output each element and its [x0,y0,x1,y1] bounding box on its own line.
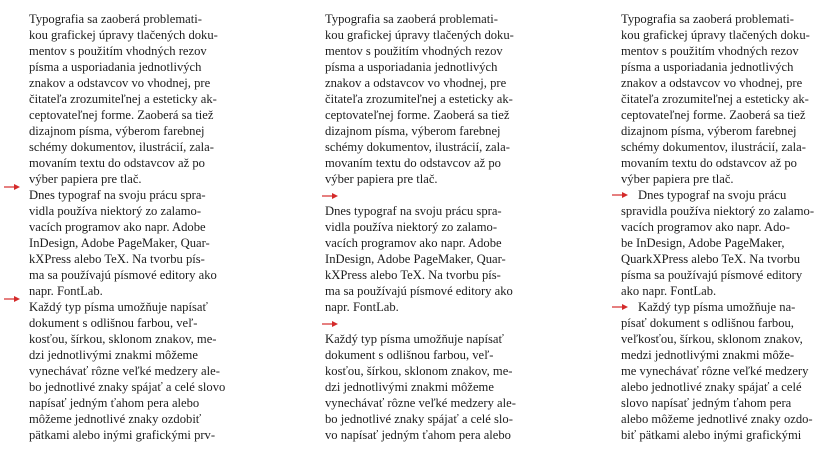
text-line: ako napr. FontLab. [621,284,717,298]
text-line: movaním textu do odstavcov až po [29,156,205,170]
paragraph-arrow-icon [4,183,22,191]
text-line: me vynechávať rôzne veľké medzery [621,364,809,378]
paragraph-gap [325,315,520,331]
text-line: vacích programov ako napr. Adobe [29,220,206,234]
text-line: znakov a odstavcov vo vhodnej, pre [325,76,507,90]
text-column-1 [29,11,224,443]
text-line: biť pätkami alebo inými grafickými [621,428,802,442]
text-line: napr. FontLab. [325,300,399,314]
text-line: veľkosťou, šírkou, sklonom znakov, [621,332,803,346]
text-line: be InDesign, Adobe PageMaker, [621,236,785,250]
text-line: kou grafickej úpravy tlačených doku- [29,28,218,42]
text-line: vacích programov ako napr. Adobe [325,236,502,250]
text-line: Dnes typograf na svoju prácu spra- [325,204,502,218]
text-line: vidla používa niektorý zo zalamo- [325,220,498,234]
text-line: písma a usporiadania jednotlivých [621,60,794,74]
text-line: alebo môžeme jednotlivé znaky ozdo- [621,412,813,426]
text-line: kou grafickej úpravy tlačených doku- [325,28,514,42]
text-line: výber papiera pre tlač. [325,172,438,186]
text-line: čitateľa zrozumiteľnej a esteticky ak- [325,92,513,106]
text-line: výber papiera pre tlač. [29,172,142,186]
text-line: môžeme jednotlivé znaky ozdobiť [29,412,202,426]
text-line: InDesign, Adobe PageMaker, Quar- [325,252,506,266]
paragraph-arrow-icon [4,295,22,303]
text-line: dokument s odlišnou farbou, veľ- [325,348,494,362]
text-line: dzi jednotlivými znakmi môžeme [325,380,494,394]
text-line: schémy dokumentov, ilustrácií, zala- [621,140,806,154]
paragraph-arrow-icon [322,320,340,328]
text-line: čitateľa zrozumiteľnej a esteticky ak- [621,92,809,106]
text-line: spravidla používa niektorý zo zalamo- [621,204,815,218]
text-line: ma sa používajú písmové editory ako [325,284,513,298]
paragraph-gap [325,187,520,203]
text-line: medzi jednotlivými znakmi môže- [621,348,795,362]
text-line: výber papiera pre tlač. [621,172,734,186]
text-line: vacích programov ako napr. Ado- [621,220,790,234]
text-line: kXPress alebo TeX. Na tvorbu pís- [325,268,501,282]
text-line: dizajnom písma, výberom farebnej [621,124,797,138]
text-line: ceptovateľnej forme. Zaoberá sa tiež [621,108,806,122]
text-line: Dnes typograf na svoju prácu spra- [29,187,224,203]
text-line: kosťou, šírkou, sklonom znakov, me- [325,364,513,378]
text-line: mentov s použitím vhodných rezov [621,44,799,58]
text-line: alebo jednotlivé znaky spájať a celé [621,380,802,394]
text-line: bo jednotlivé znaky spájať a celé slo- [325,412,513,426]
text-line: slovo napísať jedným ťahom pera [621,396,792,410]
text-line: písma a usporiadania jednotlivých [325,60,498,74]
text-line: Typografia sa zaoberá problemati- [325,12,498,26]
paragraph-arrow-icon [322,192,340,200]
text-line: Každý typ písma umožňuje napísať [29,299,224,315]
text-column-3 [621,11,816,443]
text-line: znakov a odstavcov vo vhodnej, pre [621,76,803,90]
text-line: ceptovateľnej forme. Zaoberá sa tiež [29,108,214,122]
text-line: kou grafickej úpravy tlačených doku- [621,28,810,42]
text-line: Typografia sa zaoberá problemati- [29,12,202,26]
text-line: pätkami alebo inými grafickými prv- [29,428,216,442]
text-line: dzi jednotlivými znakmi môžeme [29,348,198,362]
text-line: vo napísať jedným ťahom pera alebo [325,428,511,442]
text-line: písma sa používajú písmové editory [621,268,803,282]
paragraph-arrow-icon [612,191,630,199]
text-line: movaním textu do odstavcov až po [621,156,797,170]
text-line: vynechávať rôzne veľké medzery ale- [325,396,516,410]
text-line: dokument s odlišnou farbou, veľ- [29,316,198,330]
text-line: dizajnom písma, výberom farebnej [29,124,205,138]
text-line: dizajnom písma, výberom farebnej [325,124,501,138]
text-line: kosťou, šírkou, sklonom znakov, me- [29,332,217,346]
text-line: schémy dokumentov, ilustrácií, zala- [29,140,214,154]
text-line: čitateľa zrozumiteľnej a esteticky ak- [29,92,217,106]
text-line: mentov s použitím vhodných rezov [325,44,503,58]
text-line: schémy dokumentov, ilustrácií, zala- [325,140,510,154]
paragraph-arrow-icon [612,303,630,311]
text-line: QuarkXPress alebo TeX. Na tvorbu [621,252,801,266]
text-line: ma sa používajú písmové editory ako [29,268,217,282]
text-line: movaním textu do odstavcov až po [325,156,501,170]
text-line: napr. FontLab. [29,284,103,298]
text-line: Každý typ písma umožňuje na- [621,299,816,315]
text-line: vidla používa niektorý zo zalamo- [29,204,202,218]
text-line: Typografia sa zaoberá problemati- [621,12,794,26]
text-line: Každý typ písma umožňuje napísať [325,332,504,346]
text-line: Dnes typograf na svoju prácu [621,187,816,203]
text-line: znakov a odstavcov vo vhodnej, pre [29,76,211,90]
text-line: vynechávať rôzne veľké medzery ale- [29,364,220,378]
text-line: kXPress alebo TeX. Na tvorbu pís- [29,252,205,266]
text-line: mentov s použitím vhodných rezov [29,44,207,58]
text-column-2 [325,11,520,443]
text-line: písma a usporiadania jednotlivých [29,60,202,74]
text-line: bo jednotlivé znaky spájať a celé slovo [29,380,226,394]
text-line: ceptovateľnej forme. Zaoberá sa tiež [325,108,510,122]
text-line: písať dokument s odlišnou farbou, [621,316,794,330]
text-line: InDesign, Adobe PageMaker, Quar- [29,236,210,250]
text-line: napísať jedným ťahom pera alebo [29,396,200,410]
